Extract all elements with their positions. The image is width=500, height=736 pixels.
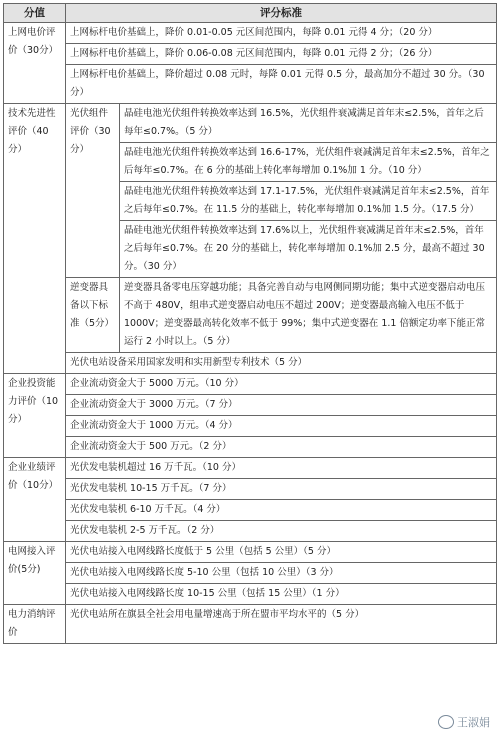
table-row [4,584,497,605]
watermark [438,714,490,730]
pv-module-row: 晶硅电池光伏组件转换效率达到 17.1-17.5%，光伏组件衰减满足首年末≤2.5%，首年之后每年≤0.7%。在 11.5 分的基础上，转化率每增加 0.1%加 1.5 分。（17.5 分） [120,182,497,221]
grid-conn-label: 电网接入评价(5分) [4,542,66,605]
header-criteria: 评分标准 [66,4,497,23]
table-row [4,479,497,500]
pv-module-label: 光伏组件评价（30分） [66,104,120,278]
invest-row: 企业流动资金大于 3000 万元。（7 分） [66,395,497,416]
invest-row: 企业流动资金大于 5000 万元。（10 分） [66,374,497,395]
pv-module-row: 晶硅电池光伏组件转换效率达到 17.6%以上，光伏组件衰减满足首年末≤2.5%，首年之后每年≤0.7%。在 20 分的基础上，转化率每增加 0.1%加 2.5 分，最高不超过 30 分。（30 分） [120,221,497,278]
inverter-criteria: 逆变器具备零电压穿越功能；具备完善自动与电网侧同期功能；集中式逆变器启动电压不高于 480V，组串式逆变器启动电压不超过 200V；逆变器最高输入电压不低于 1000V；逆变器最高转化效率不低于 99%；集中式逆变器在 1.1 倍额定功率下能正常运行 2 小时以上。（5 分） [120,278,497,353]
table-row [4,563,497,584]
perf-row: 光伏发电装机 6-10 万千瓦。（4 分） [66,500,497,521]
table-row [4,500,497,521]
invest-row: 企业流动资金大于 1000 万元。（4 分） [66,416,497,437]
perf-row: 光伏发电装机 10-15 万千瓦。（7 分） [66,479,497,500]
table-row [4,395,497,416]
wechat-icon [438,715,454,729]
table-row [4,605,497,644]
consume-label: 电力消纳评价 [4,605,66,644]
header-row [4,4,497,23]
table-row [4,542,497,563]
patent-criteria: 光伏电站设备采用国家发明和实用新型专利技术（5 分） [66,353,497,374]
table-row [4,278,497,353]
grid-price-row: 上网标杆电价基础上，降价 0.01-0.05 元区间范围内，每降 0.01 元得 4 分；（20 分） [66,23,497,44]
grid-conn-row: 光伏电站接入电网线路长度 10-15 公里（包括 15 公里）（1 分） [66,584,497,605]
perf-row: 光伏发电装机 2-5 万千瓦。（2 分） [66,521,497,542]
grid-price-label: 上网电价评价（30分） [4,23,66,104]
table-row [4,23,497,44]
table-row [4,353,497,374]
table-row [4,65,497,104]
pv-module-row: 晶硅电池光伏组件转换效率达到 16.6-17%，光伏组件衰减满足首年末≤2.5%，首年之后每年≤0.7%。在 6 分的基础上转化率每增加 0.1%加 1 分。（10 分） [120,143,497,182]
consume-criteria: 光伏电站所在旗县全社会用电量增速高于所在盟市平均水平的（5 分） [66,605,497,644]
table-row [4,521,497,542]
table-row [4,104,497,143]
inverter-label: 逆变器具备以下标准（5分） [66,278,120,353]
scoring-table [3,3,497,644]
tech-label: 技术先进性评价（40分） [4,104,66,374]
pv-module-row: 晶硅电池光伏组件转换效率达到 16.5%，光伏组件衰减满足首年末≤2.5%，首年之后每年≤0.7%。（5 分） [120,104,497,143]
table-row [4,416,497,437]
grid-price-row: 上网标杆电价基础上，降价 0.06-0.08 元区间范围内，每降 0.01 元得 2 分；（26 分） [66,44,497,65]
watermark-text: 王淑娟 [457,716,490,729]
table-row [4,374,497,395]
header-score: 分值 [4,4,66,23]
invest-row: 企业流动资金大于 500 万元。（2 分） [66,437,497,458]
table-row [4,458,497,479]
perf-row: 光伏发电装机超过 16 万千瓦。（10 分） [66,458,497,479]
grid-conn-row: 光伏电站接入电网线路长度低于 5 公里（包括 5 公里）（5 分） [66,542,497,563]
table-row [4,44,497,65]
table-row [4,437,497,458]
invest-label: 企业投资能力评价（10分） [4,374,66,458]
grid-price-row: 上网标杆电价基础上，降价超过 0.08 元时，每降 0.01 元得 0.5 分，最高加分不超过 30 分。（30 分） [66,65,497,104]
grid-conn-row: 光伏电站接入电网线路长度 5-10 公里（包括 10 公里）（3 分） [66,563,497,584]
perf-label: 企业业绩评价（10分） [4,458,66,542]
